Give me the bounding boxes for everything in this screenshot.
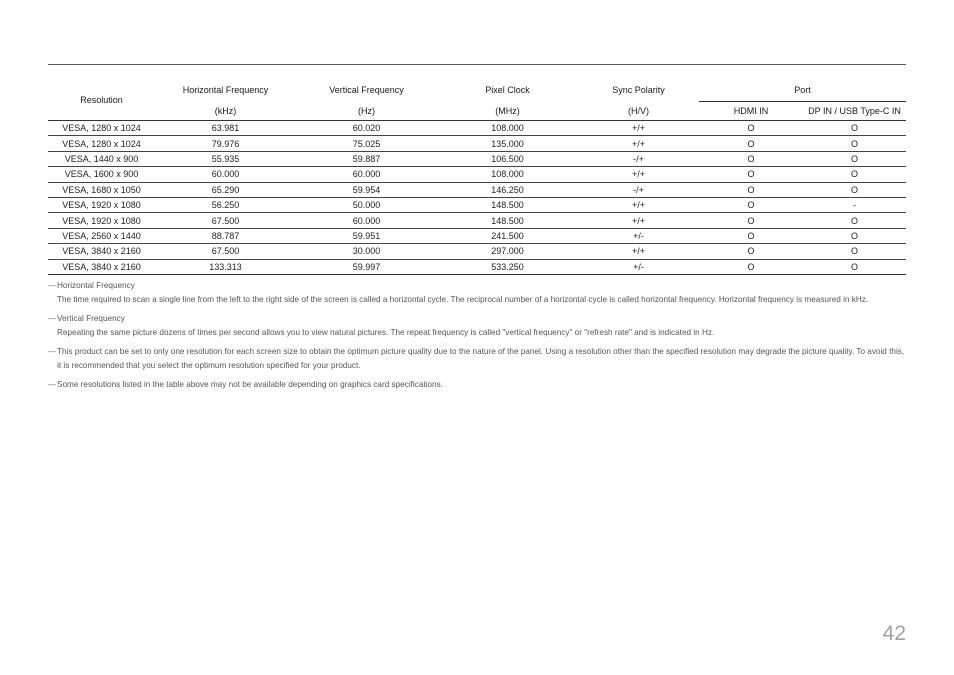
table-cell: O — [803, 121, 906, 136]
table-cell: +/+ — [578, 121, 699, 136]
note-optimum-resolution — [48, 345, 908, 372]
table-cell: VESA, 1280 x 1024 — [48, 136, 155, 151]
table-cell: 146.250 — [437, 182, 578, 197]
table-body — [48, 121, 906, 275]
table-cell: 88.787 — [155, 228, 296, 243]
table-cell: 60.020 — [296, 121, 437, 136]
table-cell: 148.500 — [437, 197, 578, 212]
header-resolution: Resolution — [80, 94, 123, 105]
table-cell: 533.250 — [437, 259, 578, 274]
note-dash: ― — [48, 281, 57, 290]
table-cell: VESA, 3840 x 2160 — [48, 244, 155, 259]
table-row — [48, 167, 906, 182]
table-cell: 59.997 — [296, 259, 437, 274]
note-dash: ― — [48, 380, 57, 389]
note-text: The time required to scan a single line from the left to the right side of the screen is called a horizontal cycle. The reciprocal number of a horizontal cycle is called horizontal frequency. Horizontal frequency is measured in kHz. — [57, 294, 869, 304]
header-hdmi-in: HDMI IN — [733, 106, 769, 116]
table-row — [48, 182, 906, 197]
header-pixel-clock-unit: (MHz) — [495, 105, 520, 116]
table-row — [48, 197, 906, 212]
table-row — [48, 213, 906, 228]
header-dp-usbc-in: DP IN / USB Type-C IN — [808, 106, 901, 116]
table-cell: VESA, 1600 x 900 — [48, 167, 155, 182]
table-cell: 59.954 — [296, 182, 437, 197]
table-cell: O — [699, 167, 803, 182]
table-cell: 59.951 — [296, 228, 437, 243]
table-cell: 63.981 — [155, 121, 296, 136]
table-cell: 297.000 — [437, 244, 578, 259]
table-cell: 56.250 — [155, 197, 296, 212]
note-dash: ― — [48, 347, 57, 356]
table-row — [48, 121, 906, 136]
table-cell: VESA, 2560 x 1440 — [48, 228, 155, 243]
table-cell: 75.025 — [296, 136, 437, 151]
table-cell: 60.000 — [155, 167, 296, 182]
table-cell: +/- — [578, 228, 699, 243]
table-cell: VESA, 1920 x 1080 — [48, 197, 155, 212]
table-cell: 65.290 — [155, 182, 296, 197]
table-cell: 67.500 — [155, 213, 296, 228]
header-horizontal-frequency-unit: (kHz) — [214, 105, 237, 116]
table-cell: -/+ — [578, 151, 699, 166]
table-cell: O — [699, 213, 803, 228]
table-cell: O — [699, 259, 803, 274]
table-row — [48, 244, 906, 259]
table-cell: 30.000 — [296, 244, 437, 259]
table-cell: VESA, 3840 x 2160 — [48, 259, 155, 274]
table-cell: O — [699, 121, 803, 136]
header-sync-polarity-unit: (H/V) — [628, 105, 649, 116]
header-vertical-frequency-unit: (Hz) — [358, 105, 375, 116]
table-cell: 106.500 — [437, 151, 578, 166]
table-cell: +/+ — [578, 244, 699, 259]
table-cell: O — [699, 228, 803, 243]
table-cell: VESA, 1920 x 1080 — [48, 213, 155, 228]
note-graphics-card — [48, 378, 908, 392]
table-cell: -/+ — [578, 182, 699, 197]
table-cell: O — [803, 151, 906, 166]
table-cell: 55.935 — [155, 151, 296, 166]
table-cell: +/+ — [578, 213, 699, 228]
table-cell: O — [699, 197, 803, 212]
table-cell: O — [803, 182, 906, 197]
table-cell: VESA, 1440 x 900 — [48, 151, 155, 166]
table-cell: O — [699, 244, 803, 259]
header-pixel-clock: Pixel Clock — [485, 85, 530, 96]
note-dash: ― — [48, 314, 57, 323]
table-row — [48, 151, 906, 166]
header-sync-polarity: Sync Polarity — [612, 85, 665, 96]
notes-section — [48, 279, 908, 398]
table-cell: VESA, 1280 x 1024 — [48, 121, 155, 136]
table-cell: 60.000 — [296, 213, 437, 228]
table-cell: +/+ — [578, 167, 699, 182]
note-text: This product can be set to only one resolution for each screen size to obtain the optimum picture quality due to the nature of the panel. Using a resolution other than the specified resolution may degrade the picture quality. To avoid this, it is recommended that you select the optimum resolution specified for your product. — [57, 347, 905, 370]
page-number: 42 — [882, 622, 906, 645]
table-cell: VESA, 1680 x 1050 — [48, 182, 155, 197]
note-text: Some resolutions listed in the table above may not be available depending on graphics card specifications. — [57, 380, 443, 389]
table-cell: +/+ — [578, 136, 699, 151]
table-cell: 108.000 — [437, 167, 578, 182]
header-port: Port — [699, 79, 906, 102]
table-row — [48, 136, 906, 151]
note-title: Horizontal Frequency — [57, 281, 135, 290]
note-horizontal-frequency — [48, 279, 908, 306]
table-cell: O — [803, 213, 906, 228]
table-cell: O — [699, 151, 803, 166]
table-cell: +/- — [578, 259, 699, 274]
note-title: Vertical Frequency — [57, 314, 125, 323]
table-cell: 241.500 — [437, 228, 578, 243]
table-cell: O — [803, 167, 906, 182]
table-cell: 133.313 — [155, 259, 296, 274]
table-cell: 67.500 — [155, 244, 296, 259]
table-cell: +/+ — [578, 197, 699, 212]
table-cell: O — [803, 244, 906, 259]
table-cell: O — [803, 228, 906, 243]
table-cell: 50.000 — [296, 197, 437, 212]
top-rule — [48, 64, 906, 65]
table-cell: O — [803, 259, 906, 274]
table-row — [48, 228, 906, 243]
table-cell: - — [803, 197, 906, 212]
table-cell: 79.976 — [155, 136, 296, 151]
header-horizontal-frequency: Horizontal Frequency — [182, 85, 269, 96]
table-row — [48, 259, 906, 274]
table-cell: 59.887 — [296, 151, 437, 166]
table-cell: O — [699, 136, 803, 151]
table-cell: 108.000 — [437, 121, 578, 136]
table-cell: 148.500 — [437, 213, 578, 228]
timing-table — [48, 79, 906, 275]
note-text: Repeating the same picture dozens of times per second allows you to view natural pictures. The repeat frequency is called "vertical frequency" or "refresh rate" and is indicated in Hz. — [57, 327, 715, 337]
header-vertical-frequency: Vertical Frequency — [329, 85, 404, 96]
table-cell: O — [803, 136, 906, 151]
note-vertical-frequency — [48, 312, 908, 339]
table-cell: O — [699, 182, 803, 197]
table-cell: 135.000 — [437, 136, 578, 151]
table-cell: 60.000 — [296, 167, 437, 182]
